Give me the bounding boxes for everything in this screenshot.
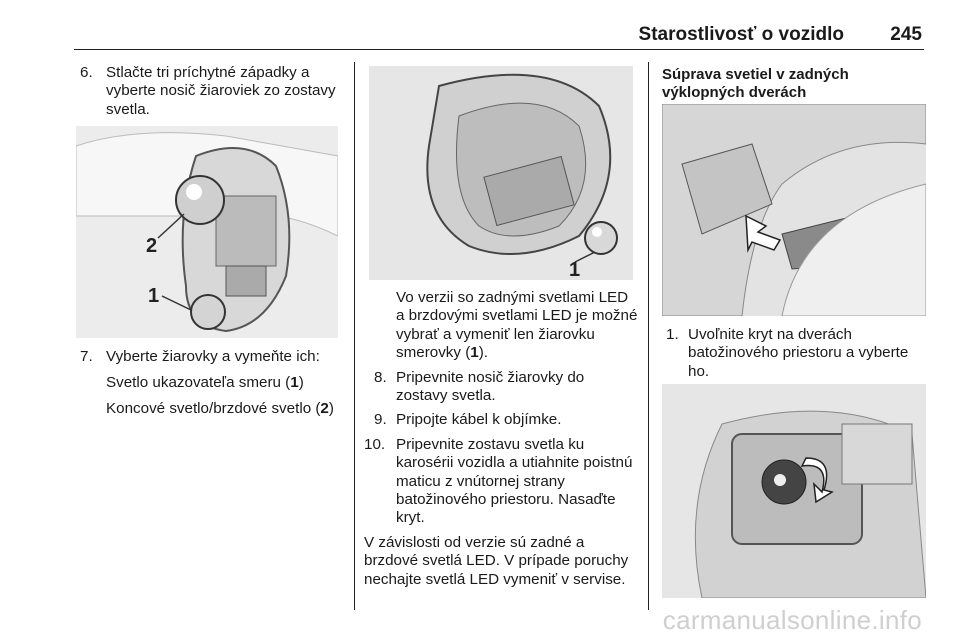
column-3-text (666, 326, 932, 381)
figure-bulb-removal (662, 384, 926, 598)
column-divider-2 (648, 62, 649, 610)
step-number: 9. (374, 411, 387, 429)
step-8 (364, 369, 638, 406)
header-rule (74, 49, 924, 50)
figure-tailgate-cover (662, 104, 926, 316)
callout-1: 1 (569, 259, 581, 280)
step-number: 6. (80, 64, 93, 81)
led-note: Vo verzii so zadnými svetlami LED a brzdovými svetlami LED je možné vybrať a vymeniť len žiarovku smerovky (1). (396, 289, 638, 362)
callout-1: 1 (148, 285, 160, 307)
figure-led-bulb (369, 66, 633, 280)
figure-bulb-holder (76, 126, 338, 338)
page-header-title: Starostlivosť o vozidlo (638, 24, 844, 45)
step-number: 10. (364, 435, 386, 453)
watermark: carmanualsonline.info (662, 605, 922, 635)
sub-item-tail-brake: Koncové svetlo/brzdové svetlo (2) (106, 400, 334, 417)
column-1 (80, 64, 342, 119)
step-number: 7. (80, 348, 93, 365)
column-2-text (364, 289, 638, 589)
step-6 (80, 64, 342, 119)
step-7 (80, 347, 350, 367)
step-text: Vyberte žiarovky a vymeňte ich: (106, 348, 320, 365)
ref-2: 2 (320, 400, 329, 417)
step-text: Pripevnite nosič žiarovky do zostavy svetla. (396, 368, 585, 405)
step-1 (666, 326, 932, 381)
step-text: Stlačte tri príchytné západky a vyberte nosič žiaroviek zo zostavy svetla. (106, 64, 336, 118)
step-text: Pripevnite zostavu svetla ku karosérii vozidla a utiahnite poistnú maticu z vnútornej strany batožinového priestoru. Nasaďte kryt. (396, 435, 633, 527)
ref-1: 1 (290, 374, 299, 391)
step-text: Pripojte kábel k objímke. (396, 411, 562, 429)
step-9 (364, 411, 638, 429)
callout-2: 2 (146, 235, 158, 257)
led-paragraph: V závislosti od verzie sú zadné a brzdové svetlá LED. V prípade poruchy nechajte svetlá LED vymeniť v servise. (364, 533, 629, 588)
sub-item-turn-signal: Svetlo ukazovateľa smeru (1) (106, 374, 304, 391)
column-divider-1 (354, 62, 355, 610)
column-1-lower (80, 347, 350, 419)
step-text: Uvoľnite kryt na dverách batožinového priestoru a vyberte ho. (688, 326, 909, 380)
ref-1: 1 (470, 344, 479, 362)
section-heading: Súprava svetiel v zadných výklopných dverách (662, 66, 849, 101)
page-number: 245 (890, 24, 922, 45)
step-number: 8. (374, 368, 387, 386)
column-3-heading (662, 66, 882, 102)
step-number: 1. (666, 326, 679, 343)
step-10 (364, 436, 638, 528)
